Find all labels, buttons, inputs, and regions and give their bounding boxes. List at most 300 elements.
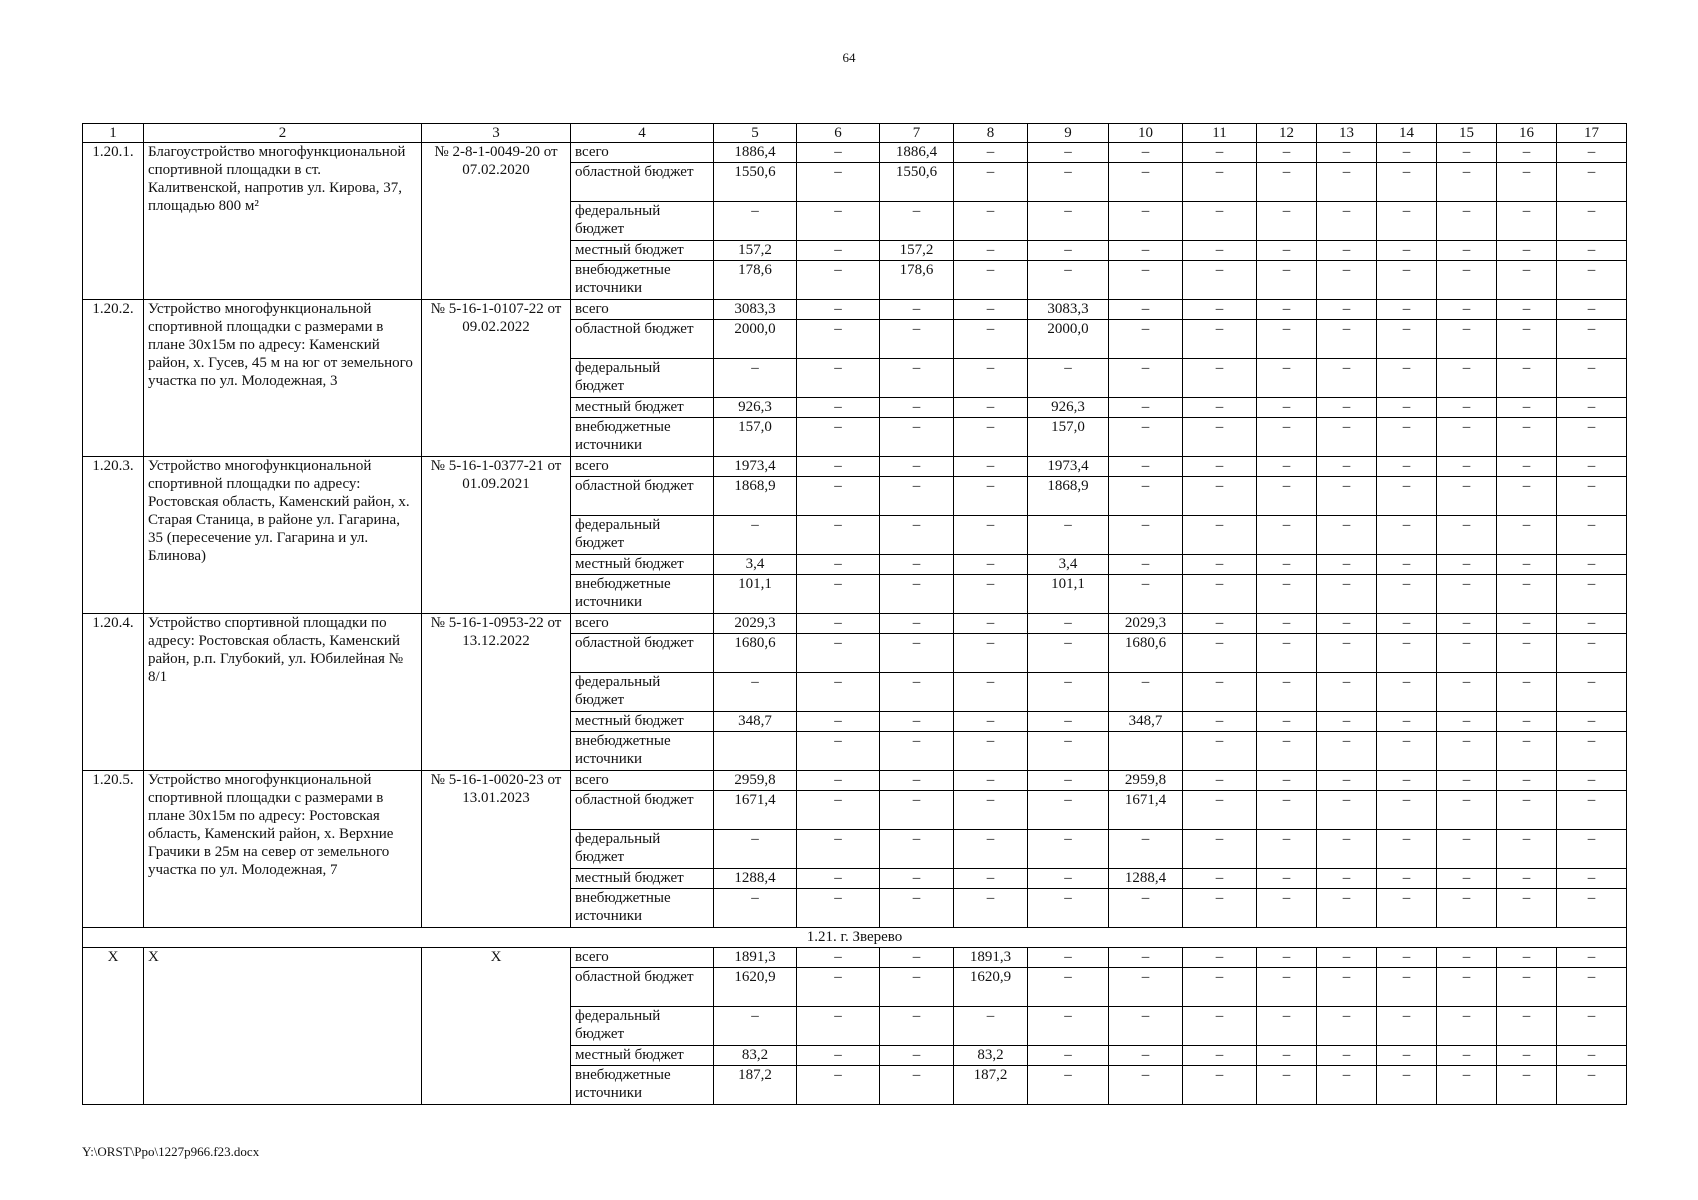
amount-cell-col-9: – [1028, 869, 1109, 889]
amount-cell-col-11: – [1183, 791, 1257, 830]
amount-cell-col-15: – [1437, 1046, 1497, 1066]
amount-cell-col-10: 1671,4 [1109, 791, 1183, 830]
amount-cell-col-5: – [714, 1007, 797, 1046]
amount-cell-col-7: – [880, 673, 954, 712]
amount-cell-col-8: – [954, 869, 1028, 889]
amount-cell-col-13: – [1317, 163, 1377, 202]
amount-cell-col-5: 2029,3 [714, 614, 797, 634]
amount-cell-col-12: – [1257, 673, 1317, 712]
amount-cell-col-5: 1620,9 [714, 968, 797, 1007]
amount-cell-col-17: – [1557, 477, 1627, 516]
amount-cell-col-7: – [880, 1007, 954, 1046]
amount-cell-col-17: – [1557, 398, 1627, 418]
amount-cell-col-5: 1680,6 [714, 634, 797, 673]
amount-cell-col-12: – [1257, 555, 1317, 575]
funding-source-label: федеральный бюджет [571, 516, 714, 555]
table-row [83, 457, 1627, 477]
amount-cell-col-10: – [1109, 300, 1183, 320]
amount-cell-col-9: – [1028, 143, 1109, 163]
amount-cell-col-7: – [880, 791, 954, 830]
amount-cell-col-11: – [1183, 398, 1257, 418]
amount-cell-col-13: – [1317, 948, 1377, 968]
amount-cell-col-17: – [1557, 889, 1627, 928]
amount-cell-col-9: 157,0 [1028, 418, 1109, 457]
amount-cell-col-7: – [880, 300, 954, 320]
amount-cell-col-10: – [1109, 673, 1183, 712]
amount-cell-col-15: – [1437, 202, 1497, 241]
amount-cell-col-14: – [1377, 398, 1437, 418]
amount-cell-col-8: – [954, 516, 1028, 555]
amount-cell-col-8: – [954, 673, 1028, 712]
amount-cell-col-16: – [1497, 143, 1557, 163]
amount-cell-col-5: 3083,3 [714, 300, 797, 320]
amount-cell-col-12: – [1257, 791, 1317, 830]
amount-cell-col-11: – [1183, 575, 1257, 614]
amount-cell-col-11: – [1183, 869, 1257, 889]
amount-cell-col-15: – [1437, 418, 1497, 457]
amount-cell-col-14: – [1377, 555, 1437, 575]
amount-cell-col-11: – [1183, 418, 1257, 457]
amount-cell-col-7: – [880, 968, 954, 1007]
funding-source-label: всего [571, 143, 714, 163]
amount-cell-col-12: – [1257, 771, 1317, 791]
amount-cell-col-12: – [1257, 143, 1317, 163]
funding-source-label: областной бюджет [571, 791, 714, 830]
amount-cell-col-9: 3,4 [1028, 555, 1109, 575]
amount-cell-col-10: 1680,6 [1109, 634, 1183, 673]
amount-cell-col-5: 1868,9 [714, 477, 797, 516]
amount-cell-col-12: – [1257, 732, 1317, 771]
amount-cell-col-10: – [1109, 202, 1183, 241]
amount-cell-col-13: – [1317, 418, 1377, 457]
amount-cell-col-14: – [1377, 869, 1437, 889]
amount-cell-col-16: – [1497, 673, 1557, 712]
amount-cell-col-12: – [1257, 1046, 1317, 1066]
amount-cell-col-14: – [1377, 771, 1437, 791]
amount-cell-col-6: – [797, 418, 880, 457]
project-1-number: 1.20.1. [83, 143, 144, 300]
amount-cell-col-6: – [797, 634, 880, 673]
amount-cell-col-14: – [1377, 457, 1437, 477]
amount-cell-col-15: – [1437, 300, 1497, 320]
amount-cell-col-12: – [1257, 614, 1317, 634]
amount-cell-col-9: – [1028, 241, 1109, 261]
amount-cell-col-12: – [1257, 359, 1317, 398]
amount-cell-col-11: – [1183, 143, 1257, 163]
amount-cell-col-15: – [1437, 457, 1497, 477]
amount-cell-col-15: – [1437, 241, 1497, 261]
column-number-17: 17 [1557, 124, 1627, 143]
project-4-document: № 5-16-1-0953-22 от 13.12.2022 [422, 614, 571, 771]
amount-cell-col-9: – [1028, 202, 1109, 241]
amount-cell-col-16: – [1497, 261, 1557, 300]
funding-source-label: местный бюджет [571, 1046, 714, 1066]
amount-cell-col-13: – [1317, 1046, 1377, 1066]
amount-cell-col-8: – [954, 614, 1028, 634]
amount-cell-col-13: – [1317, 634, 1377, 673]
amount-cell-col-8: – [954, 634, 1028, 673]
amount-cell-col-12: – [1257, 1007, 1317, 1046]
amount-cell-col-5: 157,0 [714, 418, 797, 457]
amount-cell-col-16: – [1497, 634, 1557, 673]
section-summary-name: Х [144, 948, 422, 1105]
column-number-12: 12 [1257, 124, 1317, 143]
project-2-number: 1.20.2. [83, 300, 144, 457]
amount-cell-col-17: – [1557, 614, 1627, 634]
amount-cell-col-8: 187,2 [954, 1066, 1028, 1105]
project-2-document: № 5-16-1-0107-22 от 09.02.2022 [422, 300, 571, 457]
amount-cell-col-6: – [797, 614, 880, 634]
amount-cell-col-7: 1886,4 [880, 143, 954, 163]
amount-cell-col-14: – [1377, 732, 1437, 771]
amount-cell-col-5: – [714, 359, 797, 398]
amount-cell-col-10: – [1109, 1046, 1183, 1066]
amount-cell-col-10: – [1109, 477, 1183, 516]
funding-source-label: федеральный бюджет [571, 673, 714, 712]
amount-cell-col-17: – [1557, 1066, 1627, 1105]
amount-cell-col-8: – [954, 143, 1028, 163]
amount-cell-col-13: – [1317, 830, 1377, 869]
amount-cell-col-6: – [797, 457, 880, 477]
funding-source-label: внебюджетные источники [571, 732, 714, 771]
amount-cell-col-11: – [1183, 320, 1257, 359]
funding-source-label: местный бюджет [571, 555, 714, 575]
amount-cell-col-11: – [1183, 968, 1257, 1007]
amount-cell-col-12: – [1257, 241, 1317, 261]
project-5-name: Устройство многофункциональной спортивной площадки с размерами в плане 30х15м по адресу: Ростовская область, Каменский район, х. Верхние Грачики в 25м на север от земельного участка по ул. Молодежная, 7 [144, 771, 422, 928]
amount-cell-col-5: – [714, 889, 797, 928]
funding-source-label: местный бюджет [571, 398, 714, 418]
table-row [83, 771, 1627, 791]
amount-cell-col-12: – [1257, 418, 1317, 457]
amount-cell-col-7: – [880, 575, 954, 614]
amount-cell-col-17: – [1557, 771, 1627, 791]
project-3-name: Устройство многофункциональной спортивной площадки по адресу: Ростовская область, Каменский район, х. Старая Станица, в районе ул. Гагарина, 35 (пересечение ул. Гагарина и ул. Блинова) [144, 457, 422, 614]
amount-cell-col-15: – [1437, 889, 1497, 928]
amount-cell-col-16: – [1497, 732, 1557, 771]
amount-cell-col-12: – [1257, 477, 1317, 516]
amount-cell-col-6: – [797, 300, 880, 320]
amount-cell-col-11: – [1183, 732, 1257, 771]
amount-cell-col-8: – [954, 712, 1028, 732]
amount-cell-col-13: – [1317, 732, 1377, 771]
project-5-document: № 5-16-1-0020-23 от 13.01.2023 [422, 771, 571, 928]
amount-cell-col-8: – [954, 261, 1028, 300]
amount-cell-col-15: – [1437, 830, 1497, 869]
amount-cell-col-16: – [1497, 163, 1557, 202]
funding-source-label: внебюджетные источники [571, 889, 714, 928]
amount-cell-col-6: – [797, 732, 880, 771]
project-1-document: № 2-8-1-0049-20 от 07.02.2020 [422, 143, 571, 300]
column-number-7: 7 [880, 124, 954, 143]
amount-cell-col-17: – [1557, 241, 1627, 261]
amount-cell-col-8: – [954, 555, 1028, 575]
amount-cell-col-5: – [714, 673, 797, 712]
amount-cell-col-16: – [1497, 575, 1557, 614]
amount-cell-col-14: – [1377, 830, 1437, 869]
amount-cell-col-9: – [1028, 516, 1109, 555]
amount-cell-col-12: – [1257, 634, 1317, 673]
project-3-number: 1.20.3. [83, 457, 144, 614]
amount-cell-col-9: 1973,4 [1028, 457, 1109, 477]
amount-cell-col-13: – [1317, 457, 1377, 477]
amount-cell-col-5: 348,7 [714, 712, 797, 732]
amount-cell-col-17: – [1557, 261, 1627, 300]
amount-cell-col-16: – [1497, 300, 1557, 320]
amount-cell-col-13: – [1317, 300, 1377, 320]
amount-cell-col-16: – [1497, 516, 1557, 555]
amount-cell-col-8: – [954, 477, 1028, 516]
amount-cell-col-17: – [1557, 418, 1627, 457]
amount-cell-col-11: – [1183, 634, 1257, 673]
project-4-number: 1.20.4. [83, 614, 144, 771]
amount-cell-col-16: – [1497, 359, 1557, 398]
amount-cell-col-14: – [1377, 516, 1437, 555]
amount-cell-col-11: – [1183, 1046, 1257, 1066]
amount-cell-col-14: – [1377, 673, 1437, 712]
amount-cell-col-12: – [1257, 575, 1317, 614]
amount-cell-col-8: – [954, 202, 1028, 241]
amount-cell-col-8: – [954, 771, 1028, 791]
amount-cell-col-13: – [1317, 1066, 1377, 1105]
amount-cell-col-10: – [1109, 1007, 1183, 1046]
project-5-number: 1.20.5. [83, 771, 144, 928]
amount-cell-col-14: – [1377, 948, 1437, 968]
amount-cell-col-6: – [797, 202, 880, 241]
amount-cell-col-17: – [1557, 673, 1627, 712]
amount-cell-col-5: – [714, 516, 797, 555]
amount-cell-col-10: 1288,4 [1109, 869, 1183, 889]
amount-cell-col-17: – [1557, 457, 1627, 477]
amount-cell-col-6: – [797, 398, 880, 418]
funding-source-label: местный бюджет [571, 712, 714, 732]
amount-cell-col-10: – [1109, 968, 1183, 1007]
amount-cell-col-6: – [797, 771, 880, 791]
amount-cell-col-12: – [1257, 968, 1317, 1007]
amount-cell-col-7: – [880, 614, 954, 634]
amount-cell-col-16: – [1497, 1066, 1557, 1105]
funding-source-label: федеральный бюджет [571, 830, 714, 869]
amount-cell-col-7: 1550,6 [880, 163, 954, 202]
amount-cell-col-16: – [1497, 241, 1557, 261]
amount-cell-col-7: – [880, 1066, 954, 1105]
amount-cell-col-10: – [1109, 948, 1183, 968]
column-number-3: 3 [422, 124, 571, 143]
amount-cell-col-10: – [1109, 830, 1183, 869]
amount-cell-col-8: – [954, 418, 1028, 457]
amount-cell-col-9: – [1028, 359, 1109, 398]
amount-cell-col-12: – [1257, 202, 1317, 241]
amount-cell-col-17: – [1557, 300, 1627, 320]
budget-table [82, 123, 1627, 1105]
funding-source-label: федеральный бюджет [571, 202, 714, 241]
amount-cell-col-17: – [1557, 575, 1627, 614]
amount-cell-col-12: – [1257, 261, 1317, 300]
funding-source-label: всего [571, 771, 714, 791]
amount-cell-col-10: – [1109, 555, 1183, 575]
amount-cell-col-14: – [1377, 614, 1437, 634]
amount-cell-col-6: – [797, 320, 880, 359]
amount-cell-col-14: – [1377, 1066, 1437, 1105]
amount-cell-col-8: – [954, 398, 1028, 418]
amount-cell-col-9: – [1028, 732, 1109, 771]
amount-cell-col-8: 1891,3 [954, 948, 1028, 968]
amount-cell-col-17: – [1557, 712, 1627, 732]
amount-cell-col-11: – [1183, 163, 1257, 202]
amount-cell-col-13: – [1317, 791, 1377, 830]
amount-cell-col-11: – [1183, 1007, 1257, 1046]
amount-cell-col-6: – [797, 673, 880, 712]
amount-cell-col-11: – [1183, 673, 1257, 712]
amount-cell-col-5: 1550,6 [714, 163, 797, 202]
amount-cell-col-6: – [797, 1066, 880, 1105]
amount-cell-col-8: – [954, 889, 1028, 928]
page-number: 64 [842, 50, 856, 65]
amount-cell-col-8: – [954, 1007, 1028, 1046]
amount-cell-col-16: – [1497, 771, 1557, 791]
amount-cell-col-5: 2000,0 [714, 320, 797, 359]
amount-cell-col-14: – [1377, 418, 1437, 457]
amount-cell-col-13: – [1317, 143, 1377, 163]
amount-cell-col-16: – [1497, 418, 1557, 457]
amount-cell-col-8: 83,2 [954, 1046, 1028, 1066]
amount-cell-col-9: – [1028, 673, 1109, 712]
amount-cell-col-11: – [1183, 261, 1257, 300]
project-4-name: Устройство спортивной площадки по адресу: Ростовская область, Каменский район, р.п. Глубокий, ул. Юбилейная № 8/1 [144, 614, 422, 771]
amount-cell-col-6: – [797, 968, 880, 1007]
funding-source-label: областной бюджет [571, 320, 714, 359]
funding-source-label: внебюджетные источники [571, 1066, 714, 1105]
amount-cell-col-16: – [1497, 830, 1557, 869]
amount-cell-col-16: – [1497, 1046, 1557, 1066]
amount-cell-col-14: – [1377, 320, 1437, 359]
amount-cell-col-15: – [1437, 1066, 1497, 1105]
amount-cell-col-10: – [1109, 457, 1183, 477]
amount-cell-col-14: – [1377, 477, 1437, 516]
amount-cell-col-14: – [1377, 1046, 1437, 1066]
amount-cell-col-7: – [880, 477, 954, 516]
amount-cell-col-7: – [880, 359, 954, 398]
amount-cell-col-15: – [1437, 968, 1497, 1007]
amount-cell-col-11: – [1183, 830, 1257, 869]
amount-cell-col-13: – [1317, 261, 1377, 300]
amount-cell-col-10: – [1109, 516, 1183, 555]
amount-cell-col-9: – [1028, 712, 1109, 732]
amount-cell-col-13: – [1317, 398, 1377, 418]
amount-cell-col-12: – [1257, 320, 1317, 359]
amount-cell-col-15: – [1437, 634, 1497, 673]
amount-cell-col-6: – [797, 869, 880, 889]
amount-cell-col-11: – [1183, 614, 1257, 634]
amount-cell-col-6: – [797, 1046, 880, 1066]
amount-cell-col-15: – [1437, 948, 1497, 968]
amount-cell-col-15: – [1437, 261, 1497, 300]
amount-cell-col-6: – [797, 1007, 880, 1046]
amount-cell-col-13: – [1317, 555, 1377, 575]
amount-cell-col-10: – [1109, 163, 1183, 202]
column-number-11: 11 [1183, 124, 1257, 143]
amount-cell-col-14: – [1377, 300, 1437, 320]
amount-cell-col-12: – [1257, 948, 1317, 968]
funding-source-label: областной бюджет [571, 634, 714, 673]
amount-cell-col-16: – [1497, 968, 1557, 1007]
amount-cell-col-5: 3,4 [714, 555, 797, 575]
funding-source-label: всего [571, 948, 714, 968]
amount-cell-col-9: – [1028, 163, 1109, 202]
amount-cell-col-13: – [1317, 673, 1377, 712]
amount-cell-col-8: – [954, 300, 1028, 320]
funding-source-label: областной бюджет [571, 968, 714, 1007]
amount-cell-col-16: – [1497, 457, 1557, 477]
amount-cell-col-11: – [1183, 300, 1257, 320]
amount-cell-col-5: 2959,8 [714, 771, 797, 791]
project-1-name: Благоустройство многофункциональной спортивной площадки в ст. Калитвенской, напротив ул. Кирова, 37, площадью 800 м² [144, 143, 422, 300]
amount-cell-col-8: – [954, 457, 1028, 477]
amount-cell-col-9: 3083,3 [1028, 300, 1109, 320]
table-row [83, 143, 1627, 163]
amount-cell-col-15: – [1437, 163, 1497, 202]
amount-cell-col-7: – [880, 516, 954, 555]
amount-cell-col-16: – [1497, 948, 1557, 968]
amount-cell-col-5: 1671,4 [714, 791, 797, 830]
column-number-15: 15 [1437, 124, 1497, 143]
amount-cell-col-15: – [1437, 869, 1497, 889]
amount-cell-col-9: – [1028, 1046, 1109, 1066]
amount-cell-col-14: – [1377, 889, 1437, 928]
amount-cell-col-16: – [1497, 869, 1557, 889]
amount-cell-col-17: – [1557, 634, 1627, 673]
amount-cell-col-15: – [1437, 398, 1497, 418]
funding-source-label: внебюджетные источники [571, 418, 714, 457]
amount-cell-col-6: – [797, 261, 880, 300]
column-number-8: 8 [954, 124, 1028, 143]
amount-cell-col-17: – [1557, 968, 1627, 1007]
amount-cell-col-8: – [954, 575, 1028, 614]
amount-cell-col-16: – [1497, 1007, 1557, 1046]
amount-cell-col-16: – [1497, 712, 1557, 732]
amount-cell-col-6: – [797, 516, 880, 555]
funding-source-label: местный бюджет [571, 869, 714, 889]
amount-cell-col-17: – [1557, 163, 1627, 202]
amount-cell-col-12: – [1257, 163, 1317, 202]
amount-cell-col-5: – [714, 202, 797, 241]
amount-cell-col-15: – [1437, 320, 1497, 359]
amount-cell-col-10: 2029,3 [1109, 614, 1183, 634]
amount-cell-col-10: – [1109, 359, 1183, 398]
amount-cell-col-15: – [1437, 673, 1497, 712]
amount-cell-col-5: 157,2 [714, 241, 797, 261]
amount-cell-col-6: – [797, 791, 880, 830]
amount-cell-col-5: 101,1 [714, 575, 797, 614]
amount-cell-col-6: – [797, 948, 880, 968]
amount-cell-col-13: – [1317, 516, 1377, 555]
amount-cell-col-7: – [880, 320, 954, 359]
amount-cell-col-11: – [1183, 948, 1257, 968]
amount-cell-col-9: – [1028, 1007, 1109, 1046]
amount-cell-col-11: – [1183, 712, 1257, 732]
amount-cell-col-16: – [1497, 202, 1557, 241]
amount-cell-col-13: – [1317, 320, 1377, 359]
amount-cell-col-13: – [1317, 712, 1377, 732]
amount-cell-col-14: – [1377, 1007, 1437, 1046]
amount-cell-col-9: 926,3 [1028, 398, 1109, 418]
amount-cell-col-7: – [880, 712, 954, 732]
amount-cell-col-14: – [1377, 143, 1437, 163]
amount-cell-col-16: – [1497, 398, 1557, 418]
amount-cell-col-14: – [1377, 575, 1437, 614]
amount-cell-col-7: – [880, 418, 954, 457]
column-number-9: 9 [1028, 124, 1109, 143]
